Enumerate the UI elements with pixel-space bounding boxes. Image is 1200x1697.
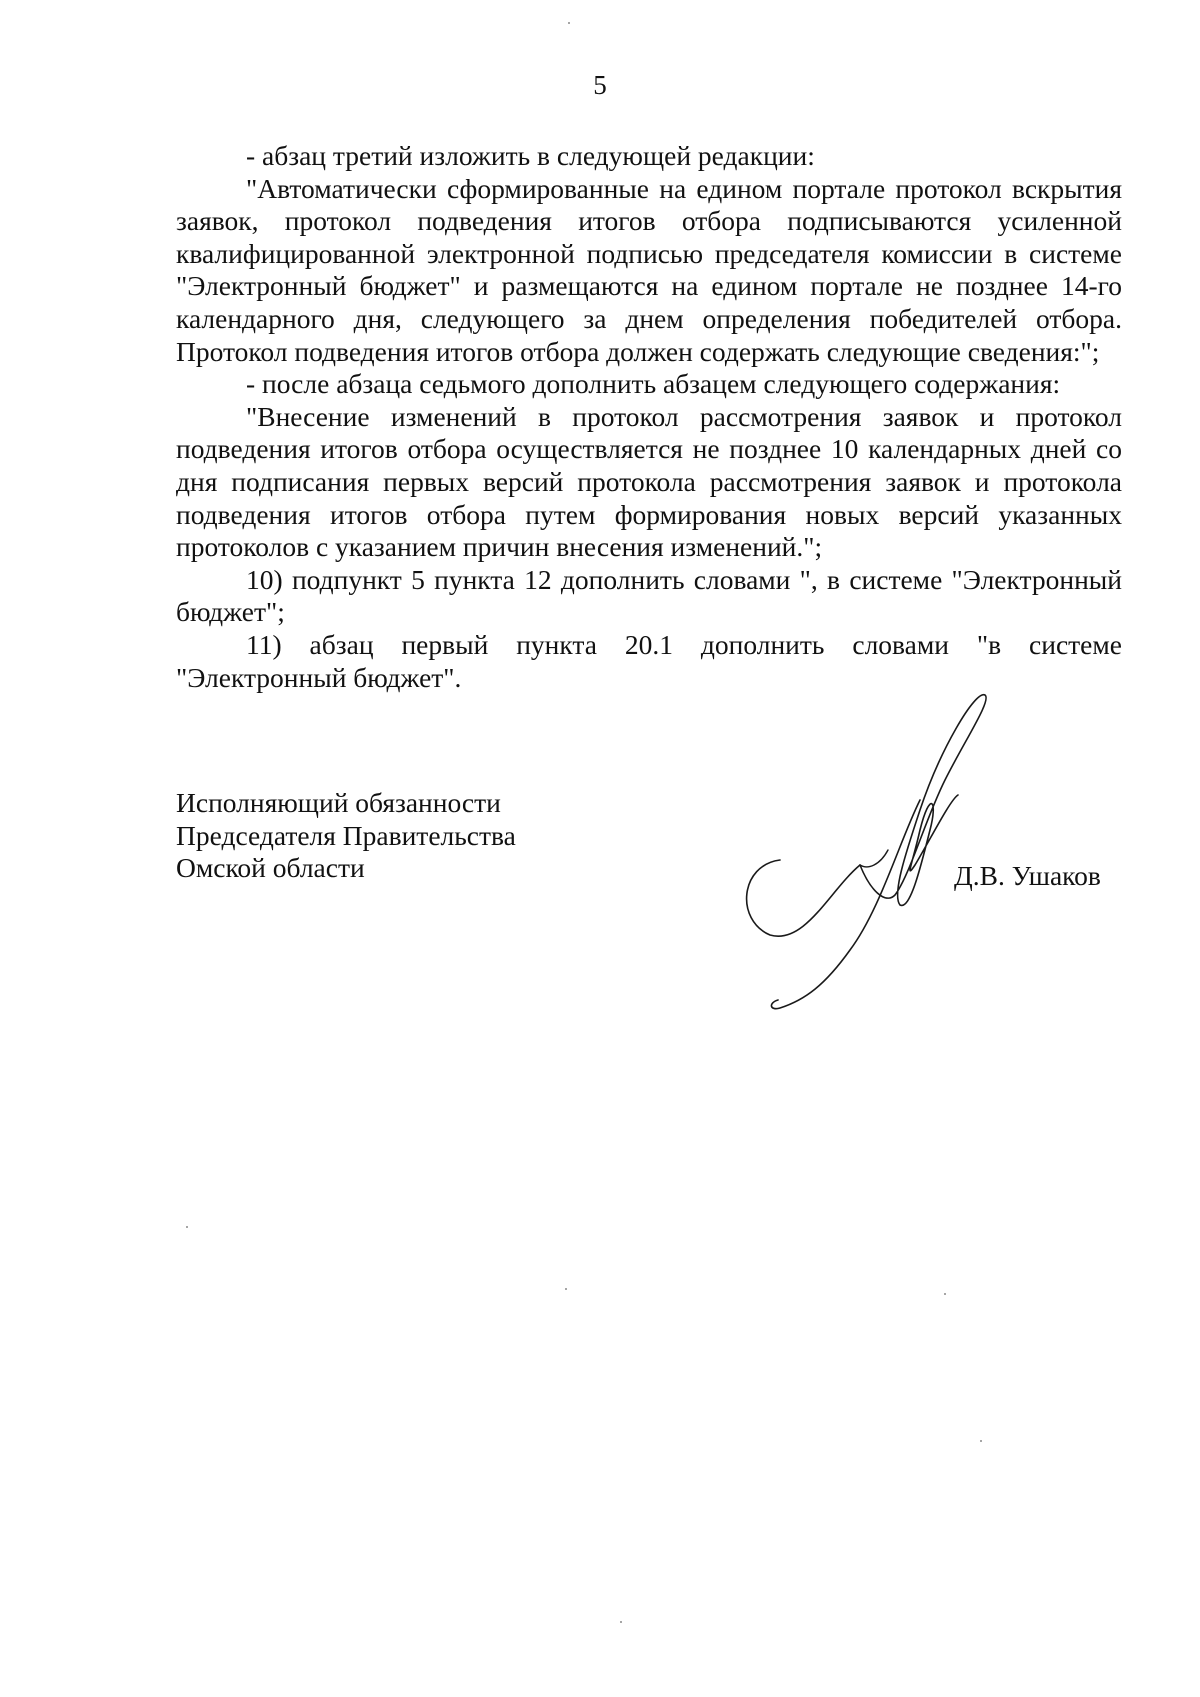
paragraph-6: 11) абзац первый пункта 20.1 дополнить словами "в системе "Электронный бюджет". bbox=[176, 628, 1122, 693]
document-body bbox=[176, 140, 1122, 694]
scan-speck bbox=[620, 1621, 622, 1623]
scan-speck bbox=[565, 1288, 567, 1290]
signatory-title bbox=[176, 787, 516, 885]
paragraph-4: "Внесение изменений в протокол рассмотрения заявок и протокол подведения итогов отбора осуществляется не позднее 10 календарных дней со дня подписания первых версий протокола рассмотрения заявок и протокола подведения итогов отбора путем формирования новых версий указанных протоколов с указанием причин внесения изменений."; bbox=[176, 400, 1122, 563]
paragraph-2: "Автоматически сформированные на едином портале протокол вскрытия заявок, протокол подведения итогов отбора подписываются усиленной квалифицированной электронной подписью председателя комиссии в системе "Электронный бюджет" и размещаются на едином портале не позднее 14-го календарного дня, следующего за днем определения победителей отбора. Протокол подведения итогов отбора должен содержать следующие сведения:"; bbox=[176, 172, 1122, 367]
handwritten-signature-icon bbox=[720, 690, 1020, 1020]
signatory-line-1: Исполняющий обязанности bbox=[176, 787, 501, 818]
signatory-line-3: Омской области bbox=[176, 852, 365, 884]
paragraph-3: - после абзаца седьмого дополнить абзацем следующего содержания: bbox=[246, 368, 1061, 400]
paragraph-5: 10) подпункт 5 пункта 12 дополнить словами ", в системе "Электронный бюджет"; bbox=[176, 563, 1122, 628]
scan-speck bbox=[568, 22, 570, 24]
signature-name: Д.В. Ушаков bbox=[954, 860, 1101, 891]
page-number: 5 bbox=[593, 70, 607, 100]
paragraph-1: - абзац третий изложить в следующей редакции: bbox=[246, 140, 815, 171]
scan-speck bbox=[980, 1440, 982, 1442]
signatory-line-2: Председателя Правительства bbox=[176, 819, 516, 851]
scan-speck bbox=[186, 1226, 188, 1228]
scan-speck bbox=[944, 1293, 946, 1295]
